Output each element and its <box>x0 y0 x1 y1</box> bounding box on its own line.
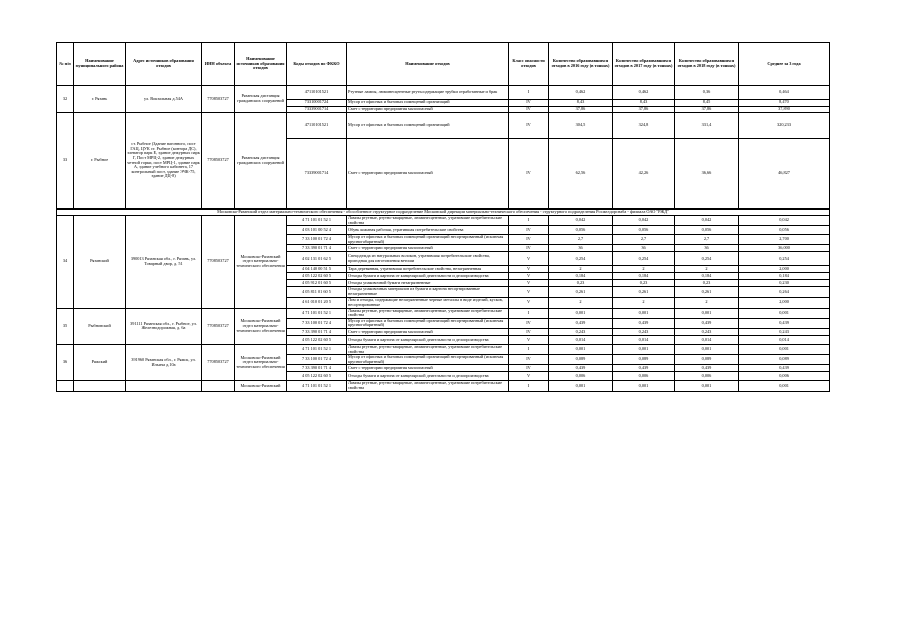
document-page <box>56 42 829 392</box>
amount-2016: 0,261 <box>549 287 613 297</box>
waste-name: Отходы бумаги и картона от канцелярской деятельности и делопроизводства <box>347 372 509 381</box>
amount-2016: 37,86 <box>549 106 613 113</box>
amount-2017: 0,462 <box>613 86 675 100</box>
waste-code: 7 33 390 01 71 4 <box>287 245 347 252</box>
source-cell: Рязанская дистанция гражданских сооружений <box>235 86 287 113</box>
address-cell: 390013 Рязанская обл., г. Рязань, ул. Товарный двор, д. 51 <box>126 216 202 309</box>
amount-2016: 0,001 <box>549 381 613 391</box>
amount-2016: 0,243 <box>549 328 613 335</box>
amount-2017: 0,014 <box>613 335 675 344</box>
district-cell: г. Рязань <box>74 86 126 113</box>
waste-code: 47110101521 <box>287 113 347 139</box>
hazard-class: IV <box>509 365 549 372</box>
amount-2017: 0,006 <box>613 372 675 381</box>
district-cell: Ряжский <box>74 344 126 380</box>
row-number: 35 <box>57 308 74 344</box>
amount-2018: 0,056 <box>675 226 739 235</box>
address-cell: ст. Рыбное (Здание вагонного, пост ГАЦ, ЦУК ст. Рыбное (контора ДС), элеватор парк Е, здание дежурных парк Г, Пост МРЦ-2, здание дежурных четной горки, пост МРЦ-1, здание парк А, здание учебного кабинета, 17 контрольный пост, здание ЭЧК-75, здание ДЦ-8) <box>126 113 202 209</box>
empty-cell <box>202 381 235 391</box>
empty-cell <box>74 381 126 391</box>
amount-2018: 36 <box>675 245 739 252</box>
waste-code: 73310001724 <box>287 100 347 107</box>
waste-code: 4 04 140 00 51 5 <box>287 266 347 273</box>
amount-2016: 0,439 <box>549 318 613 328</box>
amount-2018: 0,042 <box>675 216 739 226</box>
column-header: № п/п <box>57 43 74 86</box>
source-cell: Московско-Рязанский отдел материально-технического обеспечения <box>235 216 287 309</box>
amount-2016: 36 <box>549 245 613 252</box>
address-cell: 391111 Рязанская обл., г. Рыбное, ул. Железнодорожная, д. 6а <box>126 308 202 344</box>
waste-code: 7 33 100 01 72 4 <box>287 318 347 328</box>
amount-2017: 324,8 <box>613 113 675 139</box>
table-body-b <box>57 210 830 392</box>
amount-2018: 2 <box>675 297 739 308</box>
column-header: Среднее за 3 года <box>739 43 830 86</box>
row-number: 32 <box>57 86 74 113</box>
amount-2017: 2 <box>613 297 675 308</box>
column-header: Количество образовавшихся отходов в 2018 году (в тоннах) <box>675 43 739 86</box>
amount-2016: 2 <box>549 266 613 273</box>
amount-2017: 0,001 <box>613 344 675 354</box>
source-cell: Московско-Рязанский отдел материально-технического обеспечения <box>235 344 287 380</box>
waste-code: 7 33 100 01 72 4 <box>287 235 347 245</box>
waste-code: 73339001714 <box>287 139 347 209</box>
inn-cell: 7708503727 <box>202 344 235 380</box>
waste-code: 73339001714 <box>287 106 347 113</box>
waste-name: Смет с территории предприятия малоопасный <box>347 245 509 252</box>
waste-code: 7 33 390 01 71 4 <box>287 365 347 372</box>
average-3y: 2,000 <box>739 266 830 273</box>
average-3y: 0,264 <box>739 287 830 297</box>
hazard-class: V <box>509 266 549 273</box>
waste-name: Лом и отходы, содержащие незагрязненные черные металлы в виде изделий, кусков, несортированные <box>347 297 509 308</box>
average-3y: 0,042 <box>739 216 830 226</box>
amount-2016: 2,7 <box>549 235 613 245</box>
amount-2016: 0,042 <box>549 216 613 226</box>
amount-2016: 0,462 <box>549 86 613 100</box>
amount-2017: 37,86 <box>613 106 675 113</box>
column-header: Класс опасности отходов <box>509 43 549 86</box>
waste-name: Мусор от офисных и бытовых помещений организаций несортированный (исключая крупногабаритный) <box>347 355 509 365</box>
average-3y: 0,254 <box>739 252 830 266</box>
waste-name: Мусор от офисных и бытовых помещений организаций <box>347 113 509 139</box>
district-cell: Рыбновский <box>74 308 126 344</box>
amount-2018: 0,001 <box>675 308 739 318</box>
amount-2018: 0,089 <box>675 355 739 365</box>
amount-2017: 36 <box>613 245 675 252</box>
empty-cell <box>126 381 202 391</box>
hazard-class: IV <box>509 235 549 245</box>
amount-2017: 0,23 <box>613 280 675 287</box>
waste-name: Лампы ртутные, ртутно-кварцевые, люминесцентные, утратившие потребительские свойства <box>347 381 509 391</box>
hazard-class: IV <box>509 226 549 235</box>
average-3y: 0,243 <box>739 328 830 335</box>
amount-2018: 2,7 <box>675 235 739 245</box>
waste-name: Смет с территории предприятия малоопасный <box>347 139 509 209</box>
amount-2017: 0,261 <box>613 287 675 297</box>
column-header: Количество образовавшихся отходов в 2016 году (в тоннах) <box>549 43 613 86</box>
waste-code: 4 05 122 02 60 5 <box>287 273 347 280</box>
hazard-class: V <box>509 280 549 287</box>
hazard-class: I <box>509 381 549 391</box>
average-3y: 0,439 <box>739 318 830 328</box>
hazard-class: IV <box>509 100 549 107</box>
amount-2016: 0,184 <box>549 273 613 280</box>
row-number: 34 <box>57 216 74 309</box>
hazard-class: I <box>509 216 549 226</box>
empty-cell <box>57 381 74 391</box>
amount-2018: 36,66 <box>675 139 739 209</box>
amount-2017: 8,43 <box>613 100 675 107</box>
waste-table-continued <box>56 209 830 392</box>
amount-2018: 0,006 <box>675 372 739 381</box>
amount-2018: 331,4 <box>675 113 739 139</box>
amount-2017: 0,184 <box>613 273 675 280</box>
amount-2016: 0,006 <box>549 372 613 381</box>
source-cell: Московско-Рязанский <box>235 381 287 391</box>
amount-2017: 0,001 <box>613 381 675 391</box>
amount-2016: 0,254 <box>549 252 613 266</box>
waste-code: 7 33 100 01 72 4 <box>287 355 347 365</box>
amount-2018: 0,261 <box>675 287 739 297</box>
hazard-class: IV <box>509 355 549 365</box>
waste-name: Отходы бумаги и картона от канцелярской деятельности и делопроизводства <box>347 273 509 280</box>
inn-cell: 7708503727 <box>202 308 235 344</box>
average-3y: 320,233 <box>739 113 830 139</box>
table-row <box>57 344 830 354</box>
waste-name: Мусор от офисных и бытовых помещений организаций несортированный (исключая крупногабаритный) <box>347 318 509 328</box>
average-3y: 0,184 <box>739 273 830 280</box>
district-cell: Рязанский <box>74 216 126 309</box>
amount-2018: 0,36 <box>675 86 739 100</box>
amount-2017: 42,26 <box>613 139 675 209</box>
amount-2018: 8,45 <box>675 100 739 107</box>
amount-2017: 0,001 <box>613 308 675 318</box>
average-3y: 0,056 <box>739 226 830 235</box>
average-3y: 0,001 <box>739 381 830 391</box>
hazard-class: IV <box>509 113 549 139</box>
waste-name: Смет с территории предприятия малоопасный <box>347 106 509 113</box>
waste-code: 7 33 390 01 71 4 <box>287 328 347 335</box>
hazard-class: V <box>509 372 549 381</box>
waste-name: Лампы ртутные, ртутно-кварцевые, люминесцентные, утратившие потребительские свойства <box>347 216 509 226</box>
hazard-class: V <box>509 273 549 280</box>
column-header: Количество образовавшихся отходов в 2017 году (в тоннах) <box>613 43 675 86</box>
source-cell: Московско-Рязанский отдел материально-технического обеспечения <box>235 308 287 344</box>
average-3y: 36,000 <box>739 245 830 252</box>
average-3y: 0,001 <box>739 308 830 318</box>
amount-2017: 0,042 <box>613 216 675 226</box>
amount-2018: 0,001 <box>675 344 739 354</box>
table-row <box>57 113 830 139</box>
amount-2018: 0,254 <box>675 252 739 266</box>
waste-name: Обувь кожаная рабочая, утратившая потребительские свойства <box>347 226 509 235</box>
waste-code: 4 71 101 01 52 1 <box>287 308 347 318</box>
amount-2016: 0,001 <box>549 308 613 318</box>
row-number: 36 <box>57 344 74 380</box>
average-3y: 0,439 <box>739 365 830 372</box>
average-3y: 2,000 <box>739 297 830 308</box>
amount-2017: 2 <box>613 266 675 273</box>
average-3y: 0,230 <box>739 280 830 287</box>
waste-code: 4 05 811 01 60 5 <box>287 287 347 297</box>
column-header: ИНН объекта <box>202 43 235 86</box>
amount-2018: 0,439 <box>675 365 739 372</box>
amount-2016: 62,56 <box>549 139 613 209</box>
table-row <box>57 86 830 100</box>
waste-table <box>56 42 830 209</box>
address-cell: ул. Вокзальная д.54А <box>126 86 202 113</box>
hazard-class: IV <box>509 106 549 113</box>
waste-code: 4 02 131 01 62 5 <box>287 252 347 266</box>
waste-code: 4 71 101 01 52 1 <box>287 216 347 226</box>
average-3y: 0,001 <box>739 344 830 354</box>
amount-2018: 0,001 <box>675 381 739 391</box>
waste-name: Лампы ртутные, ртутно-кварцевые, люминесцентные, утратившие потребительские свойства <box>347 308 509 318</box>
waste-name: Отходы упаковочных материалов из бумаги и картона несортированные незагрязненные <box>347 287 509 297</box>
hazard-class: I <box>509 86 549 100</box>
waste-name: Смет с территории предприятия малоопасный <box>347 328 509 335</box>
amount-2017: 0,056 <box>613 226 675 235</box>
amount-2016: 2 <box>549 297 613 308</box>
average-3y: 0,014 <box>739 335 830 344</box>
inn-cell: 7708503727 <box>202 216 235 309</box>
amount-2018: 0,184 <box>675 273 739 280</box>
amount-2018: 0,014 <box>675 335 739 344</box>
hazard-class: I <box>509 308 549 318</box>
average-3y: 46,827 <box>739 139 830 209</box>
amount-2016: 0,089 <box>549 355 613 365</box>
waste-code: 47110101521 <box>287 86 347 100</box>
hazard-class: V <box>509 335 549 344</box>
average-3y: 8,470 <box>739 100 830 107</box>
hazard-class: I <box>509 344 549 354</box>
average-3y: 0,464 <box>739 86 830 100</box>
inn-cell: 7708503727 <box>202 113 235 209</box>
address-cell: 391960 Рязанская обл., г. Ряжск, ул. Ильича д.10а <box>126 344 202 380</box>
waste-name: Спецодежда из натуральных волокон, утратившая потребительские свойства, пригодная для изготовления ветоши <box>347 252 509 266</box>
waste-code: 4 05 912 01 60 5 <box>287 280 347 287</box>
amount-2017: 0,439 <box>613 365 675 372</box>
waste-name: Тара деревянная, утратившая потребительские свойства, незагрязненная <box>347 266 509 273</box>
amount-2017: 0,243 <box>613 328 675 335</box>
waste-code: 4 71 101 01 52 1 <box>287 381 347 391</box>
amount-2017: 0,254 <box>613 252 675 266</box>
table-row <box>57 216 830 226</box>
waste-name: Мусор от офисных и бытовых помещений организаций <box>347 100 509 107</box>
hazard-class: V <box>509 297 549 308</box>
hazard-class: IV <box>509 328 549 335</box>
column-header: Наименование муниципального района <box>74 43 126 86</box>
table-row <box>57 308 830 318</box>
table-body-a <box>57 86 830 209</box>
waste-name: Ртутные лампы, люминесцентные ртутьсодержащие трубки отработанные и брак <box>347 86 509 100</box>
amount-2016: 0,056 <box>549 226 613 235</box>
column-header: Наименование отходов <box>347 43 509 86</box>
hazard-class: IV <box>509 139 549 209</box>
average-3y: 0,089 <box>739 355 830 365</box>
amount-2018: 0,23 <box>675 280 739 287</box>
amount-2016: 304,5 <box>549 113 613 139</box>
amount-2018: 2 <box>675 266 739 273</box>
row-number: 33 <box>57 113 74 209</box>
waste-name: Смет с территории предприятия малоопасный <box>347 365 509 372</box>
waste-code: 4 05 122 02 60 5 <box>287 335 347 344</box>
amount-2018: 0,243 <box>675 328 739 335</box>
waste-code: 4 05 122 02 60 5 <box>287 372 347 381</box>
amount-2016: 0,001 <box>549 344 613 354</box>
amount-2016: 8,43 <box>549 100 613 107</box>
source-cell: Рязанская дистанция гражданских сооружений <box>235 113 287 209</box>
district-cell: г. Рыбное <box>74 113 126 209</box>
amount-2018: 0,439 <box>675 318 739 328</box>
amount-2016: 0,439 <box>549 365 613 372</box>
hazard-class: V <box>509 287 549 297</box>
amount-2017: 0,089 <box>613 355 675 365</box>
average-3y: 0,006 <box>739 372 830 381</box>
waste-name: Мусор от офисных и бытовых помещений организаций несортированный (исключая крупногабаритный) <box>347 235 509 245</box>
section-title: Московско-Рязанский отдел материально-технического обеспечения - обособленное структурное подразделение Московской дирекции материально-технического обеспечения - структурного подразделения Росжелдорснаба - филиала ОАО "РЖД" <box>57 210 830 216</box>
inn-cell: 7708503727 <box>202 86 235 113</box>
table-row-partial <box>57 381 830 391</box>
amount-2017: 2,7 <box>613 235 675 245</box>
hazard-class: IV <box>509 245 549 252</box>
waste-name: Отходы упаковочной бумаги незагрязненные <box>347 280 509 287</box>
waste-name: Отходы бумаги и картона от канцелярской деятельности и делопроизводства <box>347 335 509 344</box>
amount-2018: 37,86 <box>675 106 739 113</box>
column-header: Наименование источников образования отходов <box>235 43 287 86</box>
column-header: Адрес источников образования отходов <box>126 43 202 86</box>
waste-code: 4 71 101 01 52 1 <box>287 344 347 354</box>
amount-2017: 0,439 <box>613 318 675 328</box>
average-3y: 37,890 <box>739 106 830 113</box>
waste-code: 4 61 010 01 20 5 <box>287 297 347 308</box>
header-row <box>57 43 830 86</box>
column-header: Коды отходов по ФККО <box>287 43 347 86</box>
waste-name: Лампы ртутные, ртутно-кварцевые, люминесцентные, утратившие потребительские свойства <box>347 344 509 354</box>
waste-code: 4 03 101 00 52 4 <box>287 226 347 235</box>
hazard-class: V <box>509 252 549 266</box>
amount-2016: 0,23 <box>549 280 613 287</box>
amount-2016: 0,014 <box>549 335 613 344</box>
average-3y: 2,700 <box>739 235 830 245</box>
hazard-class: IV <box>509 318 549 328</box>
